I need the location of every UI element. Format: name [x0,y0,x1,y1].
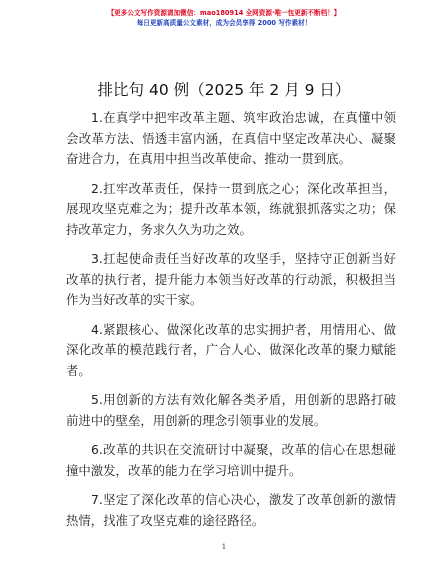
paragraph-7: 7.坚定了深化改革的信心决心，激发了改革创新的激情热情，找准了攻坚克难的途径路径。 [66,492,396,528]
paragraph-1: 1.在真学中把牢改革主题、筑牢政治忠诚，在真懂中领会改革方法、悟透丰富内涵，在真信中坚定改革决心、凝聚奋进合力，在真用中担当改革使命、推动一贯到底。 [66,110,396,166]
promo-banner [0,9,448,28]
paragraph-2: 2.扛牢改革责任，保持一贯到底之心；深化改革担当，展现攻坚克难之为；提升改革本领，练就狠抓落实之功；保持改革定力，务求久久为功之效。 [66,180,396,237]
paragraph-4: 4.紧跟核心、做深化改革的忠实拥护者，用情用心、做深化改革的模范践行者，广合人心、做深化改革的聚力赋能者。 [66,321,396,378]
promo-banner-line-1: 【更多公文写作资源请加微信：mao180914 全网资源·唯一包更新不断档！】 [107,9,341,17]
document-body [66,108,396,540]
paragraph-5: 5.用创新的方法有效化解各类矛盾，用创新的思路打破前进中的壁垒，用创新的理念引领事业的发展。 [66,392,396,428]
document-title: 排比句 40 例（2025 年 2 月 9 日） [97,81,351,99]
paragraph-3: 3.扛起使命责任当好改革的攻坚手，坚持守正创新当好改革的执行者，提升能力本领当好改革的行动派，积极担当作为当好改革的实干家。 [66,251,396,307]
paragraph-6: 6.改革的共识在交流研讨中凝聚，改革的信心在思想碰撞中激发，改革的能力在学习培训中提升。 [66,442,396,478]
promo-banner-line-2: 每日更新高质量公文素材，成为会员享得 2000 写作素材！ [136,19,312,27]
page-number: 1 [221,543,227,551]
